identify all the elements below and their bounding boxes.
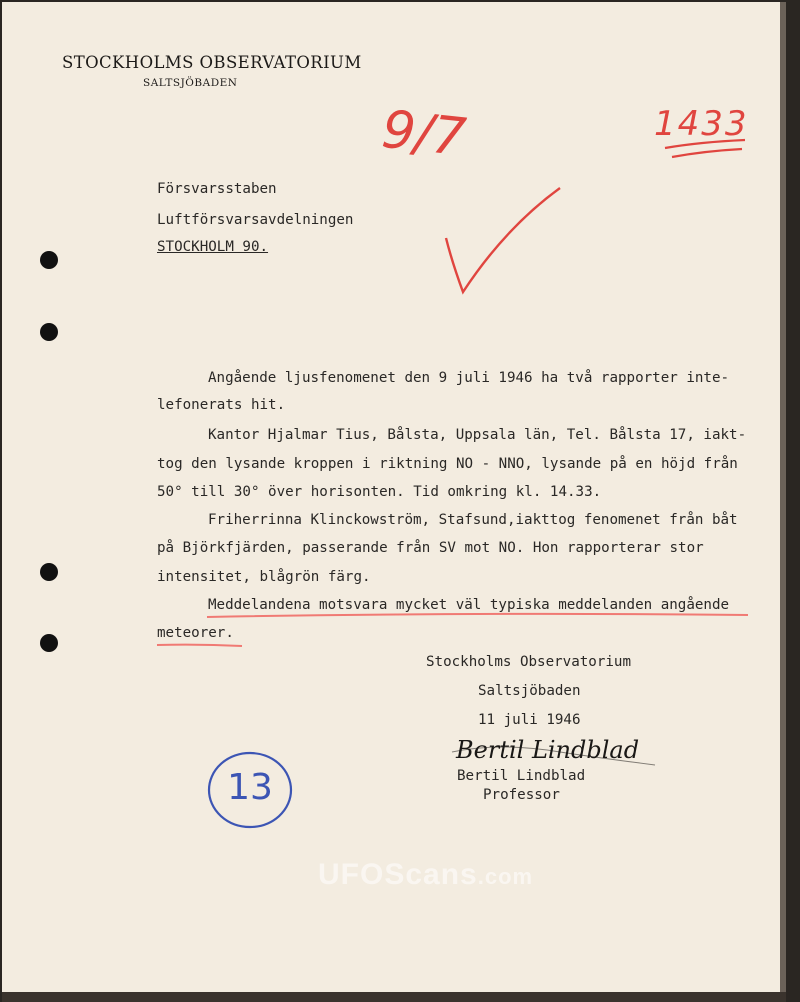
body-p4-line-2: meteorer. xyxy=(157,625,234,641)
letterhead-institution: STOCKHOLMS OBSERVATORIUM xyxy=(62,53,362,72)
file-number-underline-1 xyxy=(665,140,745,148)
body-p3-line-1: Friherrinna Klinckowström, Stafsund,iakttog fenomenet från båt xyxy=(208,512,738,528)
watermark xyxy=(318,858,533,892)
body-p1-line-1: Angående ljusfenomenet den 9 juli 1946 ha två rapporter inte- xyxy=(208,370,730,386)
closing-date: 11 juli 1946 xyxy=(478,712,581,728)
closing-place-2: Saltsjöbaden xyxy=(478,683,581,699)
closing-place-1: Stockholms Observatorium xyxy=(426,654,631,670)
recipient-line-2: Luftförsvarsavdelningen xyxy=(157,212,354,228)
signatory-title: Professor xyxy=(483,787,560,803)
circled-number: 13 xyxy=(227,767,273,808)
letterhead-location: SALTSJÖBADEN xyxy=(143,77,238,89)
body-p2-line-3: 50° till 30° över horisonten. Tid omkring kl. 14.33. xyxy=(157,484,602,500)
check-mark-stroke xyxy=(446,188,560,292)
body-p3-line-2: på Björkfjärden, passerande från SV mot NO. Hon rapporterar stor xyxy=(157,540,704,556)
body-p3-line-3: intensitet, blågrön färg. xyxy=(157,569,371,585)
recipient-line-1: Försvarsstaben xyxy=(157,181,277,197)
watermark-brand: UFOScans xyxy=(318,858,478,891)
recipient-line-3: STOCKHOLM 90. xyxy=(157,239,269,255)
body-p2-line-2: tog den lysande kroppen i riktning NO - NNO, lysande på en höjd från xyxy=(157,456,738,472)
body-p4-line-1: Meddelandena motsvara mycket väl typiska meddelanden angående xyxy=(208,597,730,613)
signatory-name: Bertil Lindblad xyxy=(457,768,586,784)
date-annotation: 9/7 xyxy=(379,99,469,169)
sentence-underline-1 xyxy=(207,614,748,617)
file-number-annotation: 1433 xyxy=(654,104,749,144)
file-number-underline-2 xyxy=(672,149,742,157)
body-p1-line-2: lefonerats hit. xyxy=(157,397,286,413)
sentence-underline-2 xyxy=(157,645,242,646)
body-p2-line-1: Kantor Hjalmar Tius, Bålsta, Uppsala län, Tel. Bålsta 17, iakt- xyxy=(208,427,747,443)
watermark-domain: .com xyxy=(477,864,534,889)
signature: Bertil Lindblad xyxy=(456,736,640,764)
